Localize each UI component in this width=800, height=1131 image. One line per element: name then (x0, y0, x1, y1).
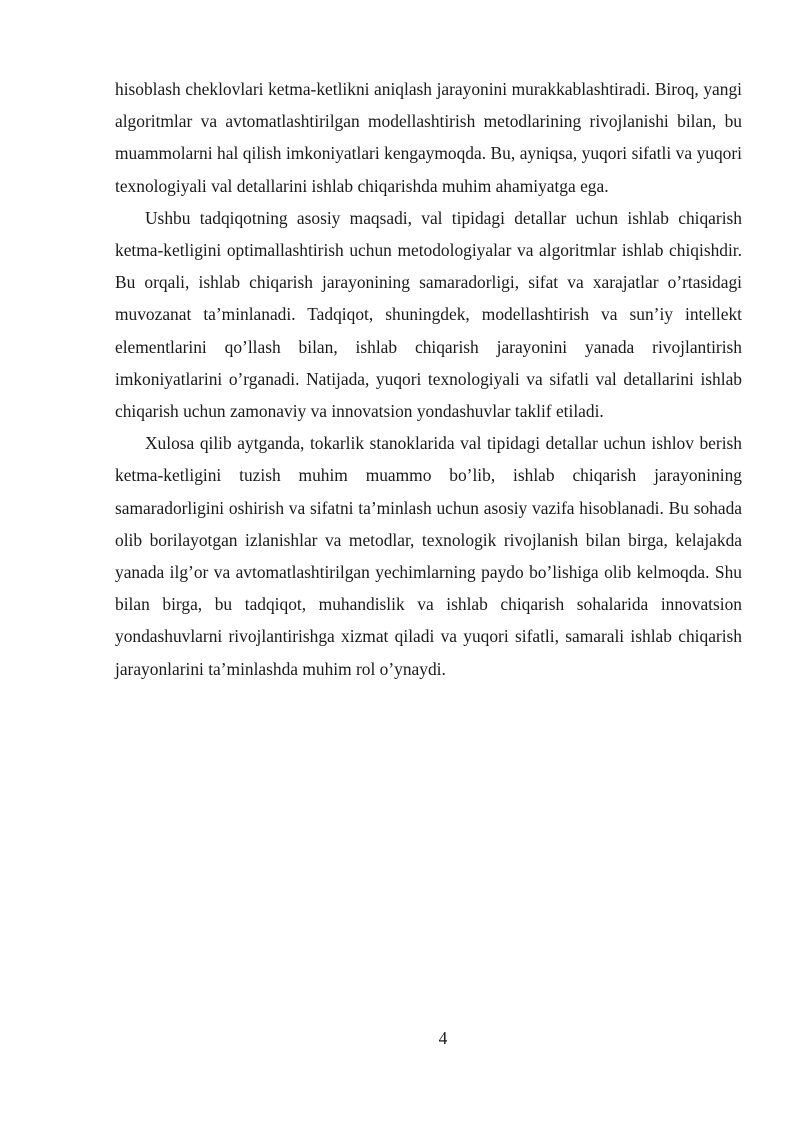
paragraph-conclusion: Xulosa qilib aytganda, tokarlik stanoklarida val tipidagi detallar uchun ishlov berish ketma-ketligini tuzish muhim muammo bo’lib, ishlab chiqarish jarayonining samaradorligini oshirish va sifatni ta’minlash uchun asosiy vazifa hisoblanadi. Bu sohada olib borilayotgan izlanishlar va metodlar, texnologik rivojlanish bilan birga, kelajakda yanada ilg’or va avtomatlashtirilgan yechimlarning paydo bo’lishiga olib kelmoqda. Shu bilan birga, bu tadqiqot, muhandislik va ishlab chiqarish sohalarida innovatsion yondashuvlarni rivojlantirishga xizmat qiladi va yuqori sifatli, samarali ishlab chiqarish jarayonlarini ta’minlashda muhim rol o’ynaydi. (115, 433, 742, 679)
paragraph-continuation: hisoblash cheklovlari ketma-ketlikni aniqlash jarayonini murakkablashtiradi. Biroq, yangi algoritmlar va avtomatlashtirilgan modellashtirish metodlarining rivojlanishi bilan, bu muammolarni hal qilish imkoniyatlari kengaymoqda. Bu, ayniqsa, yuqori sifatli va yuqori texnologiyali val detallarini ishlab chiqarishda muhim ahamiyatga ega. (115, 79, 742, 196)
body-text (115, 73, 742, 685)
page-number: 4 (438, 1028, 448, 1048)
paragraph-research-goal: Ushbu tadqiqotning asosiy maqsadi, val tipidagi detallar uchun ishlab chiqarish ketma-ketligini optimallashtirish uchun metodologiyalar va algoritmlar ishlab chiqishdir. Bu orqali, ishlab chiqarish jarayonining samaradorligi, sifat va xarajatlar o’rtasidagi muvozanat ta’minlanadi. Tadqiqot, shuningdek, modellashtirish va sun’iy intellekt elementlarini qo’llash bilan, ishlab chiqarish jarayonini yanada rivojlantirish imkoniyatlarini o’rganadi. Natijada, yuqori texnologiyali va sifatli val detallarini ishlab chiqarish uchun zamonaviy va innovatsion yondashuvlar taklif etiladi. (115, 207, 742, 422)
